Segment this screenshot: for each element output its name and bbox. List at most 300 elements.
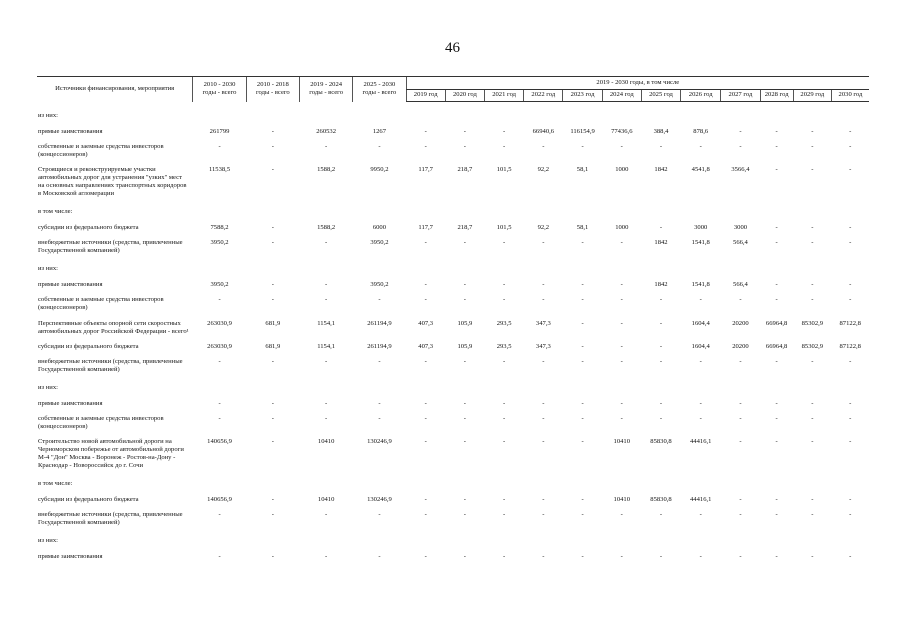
table-cell: 105,9 [457, 342, 473, 350]
row-label: внебюджетные источники (средства, привлеченные Государственной компанией) [38, 357, 183, 373]
table-cell: - [699, 553, 702, 561]
table-cell: 1000 [615, 166, 629, 174]
row-label: субсидии из федерального бюджета [38, 342, 139, 350]
table-cell: 388,4 [653, 128, 669, 136]
table-cell: 85302,9 [801, 342, 824, 350]
table-cell: - [811, 296, 814, 304]
section-label-row [37, 259, 869, 278]
section-filler [193, 202, 869, 221]
table-cell: - [811, 553, 814, 561]
table-cell: 3950,2 [370, 281, 389, 289]
table-cell: - [463, 437, 466, 445]
table-cell: - [463, 553, 466, 561]
table-cell: - [775, 399, 778, 407]
table-row [37, 125, 869, 140]
table-cell: 77436,6 [611, 128, 633, 136]
table-cell: - [811, 510, 814, 518]
table-cell: - [581, 495, 584, 503]
row-label: прямые заимствования [38, 553, 103, 561]
table-cell: - [463, 143, 466, 151]
table-cell: - [463, 399, 466, 407]
table-cell: - [775, 296, 778, 304]
table-cell: - [581, 239, 584, 247]
table-cell: 1604,4 [691, 319, 710, 327]
table-cell: 105,9 [457, 319, 473, 327]
table-cell: - [775, 414, 778, 422]
table-cell: 101,5 [496, 224, 512, 232]
table-cell: - [581, 399, 584, 407]
table-cell: - [463, 128, 466, 136]
table-cell: - [811, 399, 814, 407]
table-cell: - [271, 357, 274, 365]
table-cell: - [659, 414, 663, 422]
table-cell: - [542, 399, 545, 407]
table-cell: 4541,8 [691, 166, 710, 174]
table-cell: - [811, 281, 814, 289]
section-label-row [37, 378, 869, 397]
table-cell: 261194,9 [367, 319, 392, 327]
header-year: 2020 год [445, 90, 484, 102]
table-cell: - [775, 510, 778, 518]
row-label: из них: [38, 383, 58, 391]
header-year: 2022 год [524, 90, 563, 102]
table-cell: 1588,2 [317, 166, 336, 174]
table-cell: - [699, 143, 702, 151]
row-label: собственные и заемные средства инвесторов (концессионеров) [38, 414, 164, 430]
table-cell: - [739, 143, 742, 151]
row-label: внебюджетные источники (средства, привлеченные Государственной компанией) [38, 510, 183, 526]
table-cell: - [699, 414, 702, 422]
table-cell: 9950,2 [370, 166, 389, 174]
header-year: 2029 год [793, 90, 831, 102]
table-header [37, 77, 869, 102]
table-row [37, 278, 869, 293]
table-cell: - [620, 143, 623, 151]
table-cell: 66940,6 [532, 128, 555, 136]
table-cell: - [739, 128, 742, 136]
table-cell: 130246,9 [367, 437, 392, 445]
table-cell: - [271, 296, 274, 304]
table-cell: - [775, 239, 778, 247]
row-label: в том числе: [38, 479, 73, 487]
row-label: Строящиеся и реконструируемые участки автомобильных дорог для устранения "узких" мест на основных направлениях транспортных коридоров в Московской агломерации [38, 166, 187, 198]
table-cell: 140656,9 [207, 495, 232, 503]
table-cell: - [218, 357, 221, 365]
table-cell: 566,4 [733, 239, 748, 247]
table-cell: 263030,9 [207, 342, 232, 350]
table-cell: 10410 [317, 437, 335, 445]
table-cell: 1154,1 [317, 319, 336, 327]
table-cell: - [542, 143, 545, 151]
table-cell: - [775, 166, 778, 174]
table-cell: 58,1 [576, 224, 589, 232]
table-cell: - [849, 357, 852, 365]
table-cell: - [271, 128, 274, 136]
table-cell: 1604,4 [691, 342, 710, 350]
row-label: прямые заимствования [38, 399, 103, 407]
header-total-2010-2018: 2010 - 2018 годы - всего [246, 77, 299, 102]
table-cell: 261194,9 [367, 342, 392, 350]
table-cell: - [620, 239, 623, 247]
table-cell: - [378, 143, 381, 151]
table-cell: - [581, 319, 584, 327]
table-cell: 11538,5 [208, 166, 231, 174]
table-cell: - [325, 239, 328, 247]
table-cell: - [325, 296, 328, 304]
table-cell: - [659, 553, 663, 561]
section-filler [193, 378, 869, 397]
table-cell: 1267 [372, 128, 387, 136]
table-cell: - [325, 357, 328, 365]
header-year: 2030 год [831, 90, 869, 102]
table-cell: - [739, 510, 742, 518]
table-cell: 681,9 [265, 342, 281, 350]
table-cell: - [463, 296, 466, 304]
table-cell: 44416,1 [690, 495, 712, 503]
table-cell: 10410 [317, 495, 335, 503]
table-cell: - [463, 510, 466, 518]
section-filler [193, 259, 869, 278]
table-cell: - [271, 495, 274, 503]
table-cell: 1154,1 [317, 342, 336, 350]
table-cell: - [218, 414, 221, 422]
table-cell: 85830,8 [650, 437, 672, 445]
table-cell: - [620, 510, 623, 518]
table-cell: 1541,8 [691, 239, 710, 247]
table-cell: 347,3 [535, 319, 551, 327]
table-row [37, 140, 869, 163]
table-cell: - [775, 224, 778, 232]
table-cell: 140656,9 [207, 437, 232, 445]
table-cell: 293,5 [496, 342, 512, 350]
table-cell: 44416,1 [690, 437, 712, 445]
section-label-row [37, 531, 869, 550]
table-cell: - [775, 128, 778, 136]
table-cell: - [620, 319, 623, 327]
table-cell: - [620, 414, 623, 422]
table-cell: 92,2 [537, 224, 550, 232]
row-label: Перспективные объекты опорной сети скоростных автомобильных дорог Российской Федерации - всего¹ [38, 319, 189, 335]
table-cell: 116154,9 [570, 128, 595, 136]
table-cell: - [620, 342, 623, 350]
table-cell: - [503, 357, 506, 365]
row-label: субсидии из федерального бюджета [38, 224, 139, 232]
table-cell: - [811, 224, 814, 232]
table-cell: - [271, 553, 274, 561]
table-cell: 1000 [615, 224, 629, 232]
table-cell: - [659, 510, 663, 518]
row-label: внебюджетные источники (средства, привлеченные Государственной компанией) [38, 239, 183, 255]
header-year: 2028 год [760, 90, 793, 102]
table-row [37, 508, 869, 531]
table-cell: - [325, 553, 328, 561]
table-cell: - [325, 399, 328, 407]
table-cell: - [849, 495, 852, 503]
table-cell: 3000 [733, 224, 748, 232]
section-label-row [37, 202, 869, 221]
table-cell: - [775, 495, 778, 503]
table-cell: - [739, 357, 742, 365]
table-cell: - [811, 357, 814, 365]
table-cell: - [271, 239, 274, 247]
table-cell: - [620, 357, 623, 365]
table-cell: - [218, 143, 221, 151]
table-cell: - [378, 357, 381, 365]
table-cell: - [218, 296, 221, 304]
table-cell: - [424, 239, 427, 247]
table-cell: 878,6 [693, 128, 709, 136]
table-cell: - [659, 143, 663, 151]
table-cell: 261799 [209, 128, 230, 136]
table-cell: 58,1 [576, 166, 589, 174]
table-cell: - [325, 414, 328, 422]
table-cell: - [542, 281, 545, 289]
table-cell: 20200 [732, 342, 749, 350]
table-cell: 20200 [732, 319, 749, 327]
table-cell: - [811, 437, 814, 445]
table-cell: - [325, 143, 328, 151]
header-years-group: 2019 - 2030 годы, в том числе [406, 77, 869, 90]
table-cell: - [424, 495, 427, 503]
table-cell: - [811, 128, 814, 136]
table-cell: - [699, 510, 702, 518]
table-cell: - [503, 281, 506, 289]
table-cell: - [542, 510, 545, 518]
table-cell: - [659, 399, 663, 407]
table-cell: - [581, 437, 584, 445]
table-cell: - [849, 414, 852, 422]
table-row [37, 355, 869, 378]
table-cell: 130246,9 [367, 495, 392, 503]
table-cell: - [775, 281, 778, 289]
header-year: 2027 год [721, 90, 760, 102]
table-cell: 6000 [372, 224, 387, 232]
section-filler [193, 106, 869, 125]
table-cell: - [849, 128, 852, 136]
table-cell: - [503, 239, 506, 247]
table-row [37, 550, 869, 565]
table-cell: - [659, 296, 663, 304]
header-total-2010-2030: 2010 - 2030 годы - всего [193, 77, 246, 102]
table-cell: - [378, 414, 381, 422]
table-cell: 87122,8 [839, 319, 861, 327]
table-cell: 407,3 [418, 342, 434, 350]
table-cell: 85302,9 [801, 319, 824, 327]
row-label: в том числе: [38, 208, 73, 216]
row-label: собственные и заемные средства инвесторов (концессионеров) [38, 296, 164, 312]
row-label: Строительство новой автомобильной дороги на Черноморском побережье от автомобильной дороги М-4 "Дон" Москва - Воронеж - Ростов-на-Дону - Краснодар - Новороссийск до г. Сочи [38, 437, 184, 469]
header-total-2025-2030: 2025 - 2030 годы - всего [353, 77, 406, 102]
table-cell: - [503, 553, 506, 561]
table-cell: - [424, 510, 427, 518]
table-cell: - [620, 553, 623, 561]
table-cell: - [739, 495, 742, 503]
table-cell: 117,7 [418, 166, 433, 174]
table-cell: - [811, 166, 814, 174]
table-row [37, 317, 869, 340]
table-cell: - [542, 437, 545, 445]
page-number: 46 [445, 40, 460, 56]
table-cell: - [424, 399, 427, 407]
table-cell: - [849, 510, 852, 518]
table-cell: - [739, 399, 742, 407]
table-cell: - [811, 414, 814, 422]
row-label: из них: [38, 265, 58, 273]
table-cell: - [218, 553, 221, 561]
table-cell: - [581, 357, 584, 365]
section-label-row [37, 106, 869, 125]
section-filler [193, 531, 869, 550]
header-year: 2021 год [485, 90, 524, 102]
table-cell: 10410 [613, 495, 631, 503]
table-cell: - [463, 357, 466, 365]
header-year: 2023 год [563, 90, 602, 102]
table-row [37, 412, 869, 435]
table-cell: - [503, 296, 506, 304]
table-cell: - [424, 143, 427, 151]
table-cell: 101,5 [496, 166, 512, 174]
table-cell: - [699, 357, 702, 365]
table-cell: - [218, 510, 221, 518]
table-cell: - [424, 357, 427, 365]
table-cell: - [581, 281, 584, 289]
table-cell: - [849, 553, 852, 561]
section-filler [193, 474, 869, 493]
table-cell: 66964,8 [765, 319, 788, 327]
table-cell: - [503, 510, 506, 518]
table-cell: - [849, 224, 852, 232]
financing-table [37, 76, 869, 565]
table-cell: 7588,2 [210, 224, 229, 232]
table-cell: - [503, 414, 506, 422]
table-cell: 1842 [654, 239, 668, 247]
table-cell: - [503, 399, 506, 407]
table-cell: - [424, 437, 427, 445]
table-cell: - [739, 553, 742, 561]
table-cell: 3000 [694, 224, 708, 232]
table-cell: - [463, 281, 466, 289]
header-year: 2026 год [681, 90, 721, 102]
table-cell: - [542, 553, 545, 561]
table-cell: - [271, 414, 274, 422]
table-cell: - [424, 296, 427, 304]
table-cell: - [325, 510, 328, 518]
table-cell: - [503, 437, 506, 445]
table-cell: - [325, 281, 328, 289]
table-cell: - [849, 399, 852, 407]
table-cell: - [699, 399, 702, 407]
table-cell: - [811, 143, 814, 151]
table-cell: - [581, 342, 584, 350]
table-cell: - [699, 296, 702, 304]
table-cell: - [581, 553, 584, 561]
table-cell: - [775, 357, 778, 365]
table-cell: 263030,9 [207, 319, 232, 327]
table-cell: - [659, 342, 663, 350]
table-body [37, 102, 869, 566]
header-year: 2025 год [641, 90, 680, 102]
table-row [37, 163, 869, 202]
table-cell: - [849, 239, 852, 247]
table-row [37, 435, 869, 474]
table-cell: 3950,2 [210, 281, 229, 289]
table-cell: - [463, 239, 466, 247]
table-cell: 1842 [654, 281, 668, 289]
table-cell: - [271, 143, 274, 151]
table-row [37, 293, 869, 316]
table-cell: - [503, 128, 506, 136]
table-cell: - [542, 414, 545, 422]
table-cell: - [463, 414, 466, 422]
table-cell: - [463, 495, 466, 503]
table-cell: - [739, 414, 742, 422]
row-label: из них: [38, 112, 58, 119]
table-cell: 293,5 [496, 319, 512, 327]
table-cell: - [271, 166, 274, 174]
table-cell: - [378, 296, 381, 304]
table-cell: - [659, 224, 663, 232]
row-label: прямые заимствования [38, 128, 103, 136]
table-cell: 347,3 [535, 342, 551, 350]
table-cell: - [424, 414, 427, 422]
table-cell: - [424, 128, 427, 136]
table-cell: - [378, 553, 381, 561]
table-cell: - [620, 281, 623, 289]
table-cell: - [849, 143, 852, 151]
table-cell: - [811, 239, 814, 247]
table-cell: - [271, 437, 274, 445]
table-cell: - [542, 357, 545, 365]
header-year: 2019 год [406, 90, 445, 102]
table-cell: 407,3 [418, 319, 434, 327]
row-label: прямые заимствования [38, 281, 103, 289]
table-cell: - [849, 166, 852, 174]
header-total-2019-2024: 2019 - 2024 годы - всего [299, 77, 352, 102]
row-label: собственные и заемные средства инвесторов (концессионеров) [38, 143, 164, 159]
table-cell: - [739, 296, 742, 304]
table-cell: - [659, 357, 663, 365]
table-row [37, 221, 869, 236]
table-cell: 566,4 [733, 281, 748, 289]
table-cell: - [378, 399, 381, 407]
table-cell: - [581, 414, 584, 422]
table-cell: 10410 [613, 437, 631, 445]
table-cell: - [659, 319, 663, 327]
table-cell: 681,9 [265, 319, 281, 327]
table-cell: - [620, 399, 623, 407]
table-cell: - [542, 296, 545, 304]
table-cell: - [271, 224, 274, 232]
table-cell: - [271, 399, 274, 407]
table-cell: - [503, 495, 506, 503]
table-cell: 87122,8 [839, 342, 861, 350]
table-row [37, 340, 869, 355]
table-cell: 92,2 [537, 166, 550, 174]
table-cell: - [503, 143, 506, 151]
section-label-row [37, 474, 869, 493]
table-cell: - [581, 143, 584, 151]
table-cell: - [849, 437, 852, 445]
table-cell: - [849, 281, 852, 289]
table-row [37, 493, 869, 508]
table-cell: - [542, 239, 545, 247]
table-cell: - [849, 296, 852, 304]
table-cell: 3950,2 [210, 239, 229, 247]
row-label: субсидии из федерального бюджета [38, 495, 139, 503]
table-cell: 218,7 [457, 166, 473, 174]
table-cell: - [424, 281, 427, 289]
header-year: 2024 год [602, 90, 641, 102]
